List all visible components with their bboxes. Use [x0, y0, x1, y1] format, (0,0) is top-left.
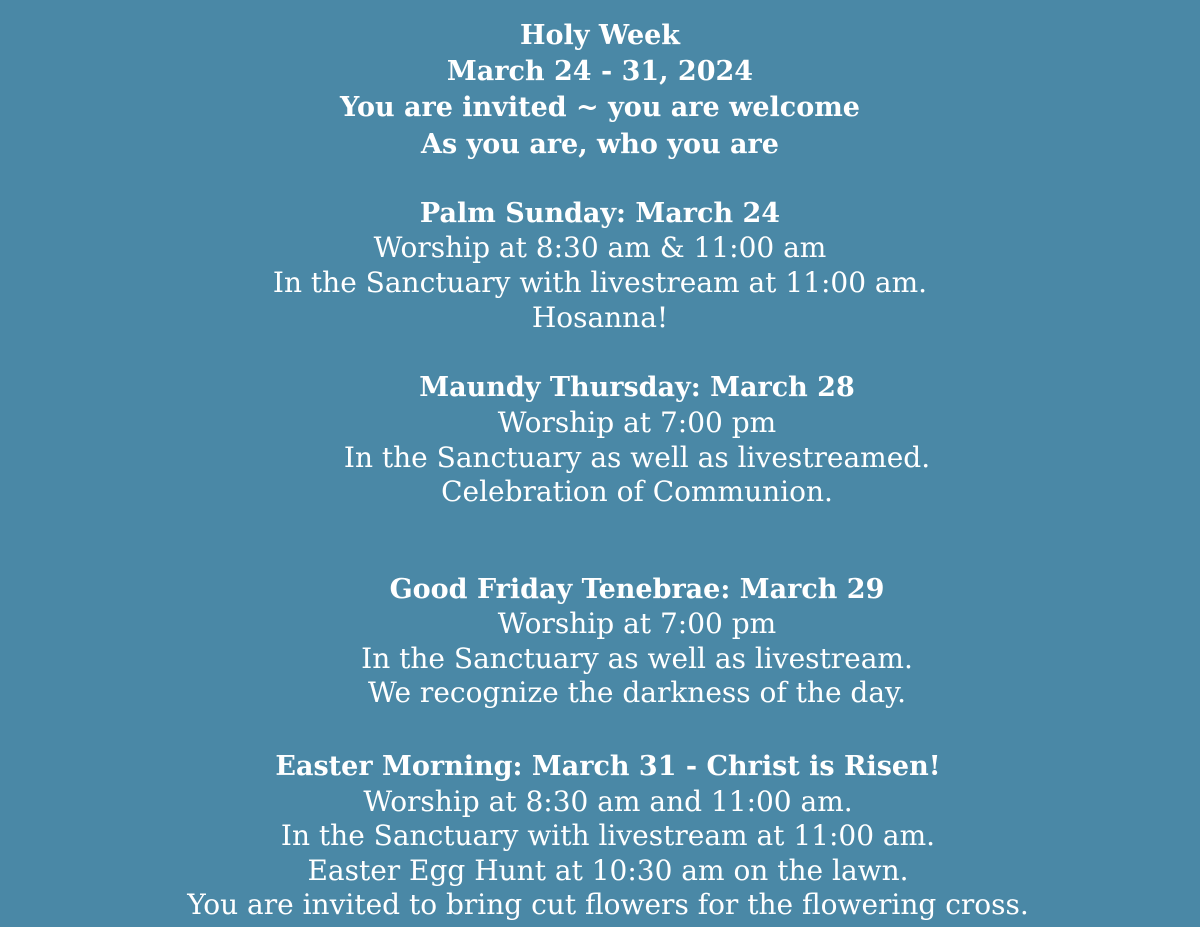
- easter-flowers-note: You are invited to bring cut flowers for the flowering cross.: [187, 888, 1029, 921]
- palm-sunday-heading: Palm Sunday: March 24: [419, 198, 781, 229]
- good-friday-worship-time: Worship at 7:00 pm: [497, 607, 777, 640]
- good-friday-note: We recognize the darkness of the day.: [367, 676, 907, 709]
- palm-sunday-note: Hosanna!: [531, 301, 669, 334]
- palm-sunday-worship-times: Worship at 8:30 am & 11:00 am: [373, 231, 827, 264]
- maundy-thursday-worship-time: Worship at 7:00 pm: [497, 406, 777, 439]
- maundy-thursday-location: In the Sanctuary as well as livestreamed.: [343, 441, 931, 474]
- invitation-line: You are invited ~ you are welcome: [340, 92, 860, 123]
- easter-heading: Easter Morning: March 31 - Christ is Risen!: [275, 751, 941, 782]
- maundy-thursday-note: Celebration of Communion.: [441, 475, 833, 508]
- easter-egg-hunt: Easter Egg Hunt at 10:30 am on the lawn.: [307, 854, 909, 887]
- good-friday-location: In the Sanctuary as well as livestream.: [361, 642, 913, 675]
- easter-worship-times: Worship at 8:30 am and 11:00 am.: [363, 785, 853, 818]
- maundy-thursday-heading: Maundy Thursday: March 28: [419, 372, 855, 403]
- tagline: As you are, who you are: [421, 129, 779, 160]
- page-title: Holy Week: [519, 20, 681, 51]
- easter-location: In the Sanctuary with livestream at 11:00 am.: [280, 819, 936, 852]
- date-range: March 24 - 31, 2024: [446, 56, 754, 87]
- good-friday-heading: Good Friday Tenebrae: March 29: [389, 574, 885, 605]
- palm-sunday-location: In the Sanctuary with livestream at 11:00 am.: [272, 266, 928, 299]
